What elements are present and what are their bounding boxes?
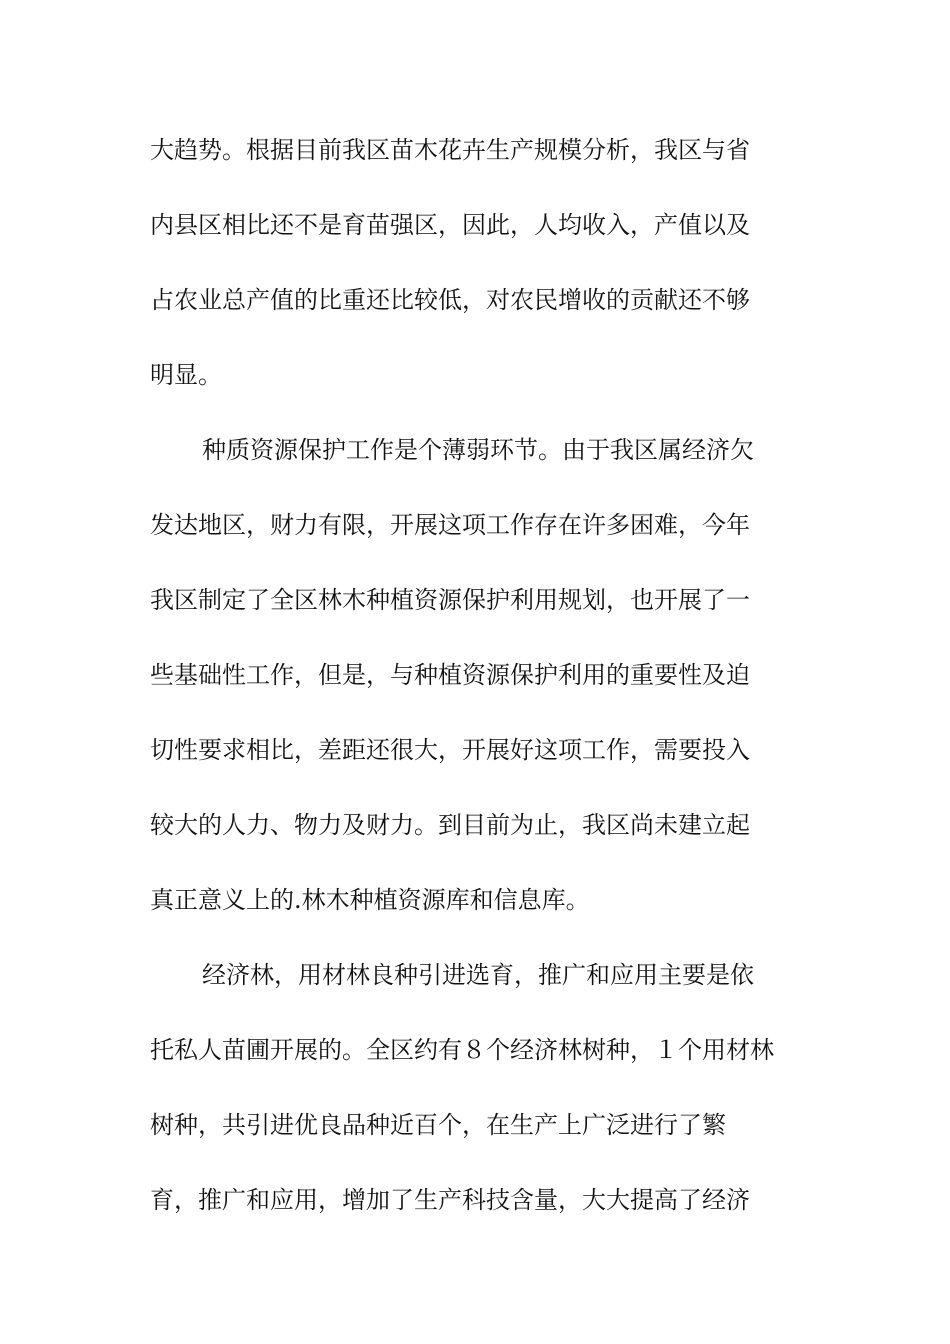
text-line: 我区制定了全区林木种植资源保护利用规划，也开展了一 [150,586,750,614]
text-line: 较大的人力、物力及财力。到目前为止，我区尚未建立起 [150,811,750,839]
text-line: 明显。 [150,361,222,389]
paragraph-first-line: 经济林，用材林良种引进选育，推广和应用主要是依 [202,961,754,989]
text-line: 大趋势。根据目前我区苗木花卉生产规模分析，我区与省 [150,136,750,164]
text-line: 内县区相比还不是育苗强区，因此，人均收入，产值以及 [150,211,750,239]
paragraph-first-line: 种质资源保护工作是个薄弱环节。由于我区属经济欠 [202,436,754,464]
text-line: 托私人苗圃开展的。全区约有８个经济林树种，１个用材林 [150,1036,774,1064]
text-line: 切性要求相比，差距还很大，开展好这项工作，需要投入 [150,736,750,764]
text-line: 树种，共引进优良品种近百个，在生产上广泛进行了繁 [150,1111,726,1139]
text-line: 育，推广和应用，增加了生产科技含量，大大提高了经济 [150,1186,750,1214]
text-line: 些基础性工作，但是，与种植资源保护利用的重要性及迫 [150,661,750,689]
text-line: 占农业总产值的比重还比较低，对农民增收的贡献还不够 [150,286,750,314]
text-line: 真正意义上的.林木种植资源库和信息库。 [150,886,590,914]
text-line: 发达地区，财力有限，开展这项工作存在许多困难，今年 [150,511,750,539]
